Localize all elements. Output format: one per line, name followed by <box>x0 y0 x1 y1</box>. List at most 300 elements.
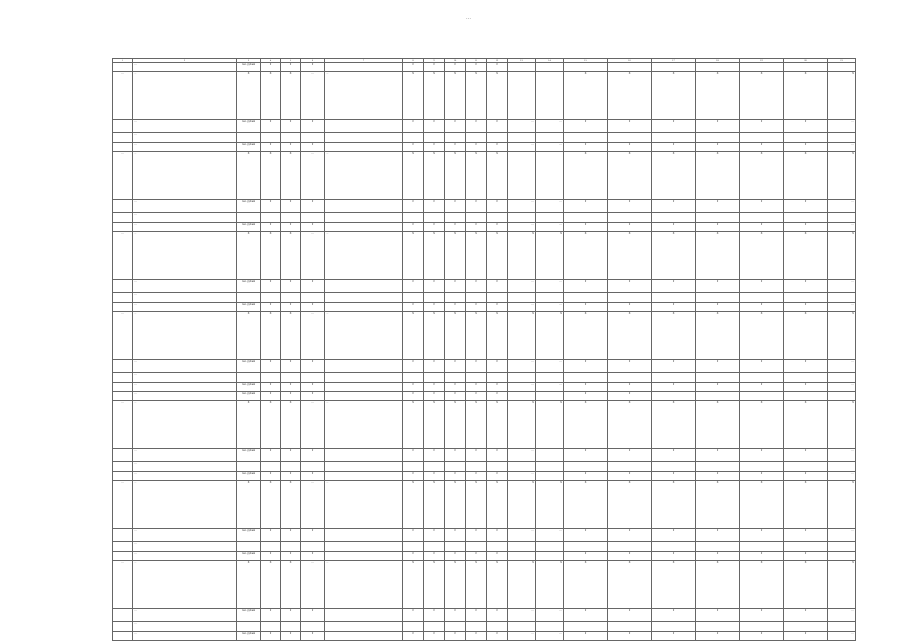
table-cell <box>325 143 403 152</box>
table-cell: 0 <box>487 280 508 293</box>
table-cell <box>325 542 403 552</box>
table-cell: 0 <box>424 280 445 293</box>
column-number: 3 <box>237 59 261 63</box>
table-cell: X <box>652 72 696 120</box>
table-cell: 0 <box>696 200 740 213</box>
table-cell <box>608 373 652 383</box>
table-cell: X <box>487 401 508 449</box>
table-cell <box>508 392 536 401</box>
table-cell <box>113 472 133 481</box>
table-cell: X <box>828 312 856 360</box>
table-cell: X <box>261 401 281 449</box>
table-cell: … <box>301 401 325 449</box>
table-cell: 0 <box>445 632 466 641</box>
table-cell <box>508 542 536 552</box>
table-cell: 0 <box>281 383 301 392</box>
table-cell <box>113 462 133 472</box>
table-cell: 0 <box>281 529 301 542</box>
table-cell: 0 <box>652 552 696 561</box>
table-cell: 0 <box>784 383 828 392</box>
table-cell <box>466 373 487 383</box>
table-cell: 0 <box>261 529 281 542</box>
table-cell: 0 <box>487 120 508 133</box>
table-cell: … <box>536 383 564 392</box>
table-cell <box>784 392 828 401</box>
table-cell <box>325 280 403 293</box>
table-cell: 0 <box>281 223 301 232</box>
table-cell <box>424 462 445 472</box>
table-cell: X <box>740 152 784 200</box>
table-cell <box>536 63 564 72</box>
table-cell <box>301 462 325 472</box>
table-cell: X <box>403 312 424 360</box>
table-cell: 0 <box>564 143 608 152</box>
table-cell: X <box>828 152 856 200</box>
table-cell <box>740 392 784 401</box>
table-cell <box>508 152 536 200</box>
table-cell <box>325 383 403 392</box>
table-cell: X <box>445 481 466 529</box>
table-cell: … <box>133 200 237 213</box>
table-row <box>113 542 856 552</box>
table-cell <box>564 133 608 143</box>
table-cell: X <box>466 312 487 360</box>
table-cell: … <box>133 152 237 200</box>
table-cell <box>487 133 508 143</box>
table-cell <box>536 293 564 303</box>
table-cell <box>261 542 281 552</box>
table-row <box>113 120 856 133</box>
table-cell: 0 <box>301 223 325 232</box>
table-cell <box>301 133 325 143</box>
table-cell: X <box>740 481 784 529</box>
table-cell: 0 <box>487 449 508 462</box>
table-cell: 0 <box>424 223 445 232</box>
table-cell: X <box>784 232 828 280</box>
table-cell: 0 <box>652 383 696 392</box>
table-cell: X <box>608 232 652 280</box>
column-number: 18 <box>696 59 740 63</box>
table-cell: X <box>564 401 608 449</box>
column-number: 15 <box>564 59 608 63</box>
table-cell: 0 <box>281 632 301 641</box>
table-cell <box>445 373 466 383</box>
table-cell: 0 <box>445 63 466 72</box>
table-cell: 0 <box>652 449 696 462</box>
table-cell: 0 <box>466 383 487 392</box>
table-cell: тыс. рублей <box>237 392 261 401</box>
table-cell: X <box>536 561 564 609</box>
table-cell: X <box>784 72 828 120</box>
table-cell <box>261 213 281 223</box>
table-cell: … <box>828 449 856 462</box>
table-cell: 0 <box>740 200 784 213</box>
table-cell: 0 <box>301 552 325 561</box>
table-cell: X <box>652 152 696 200</box>
table-cell: 0 <box>466 120 487 133</box>
table-cell: 0 <box>261 472 281 481</box>
table-cell: 0 <box>466 449 487 462</box>
table-cell: 0 <box>564 383 608 392</box>
table-cell: 0 <box>652 120 696 133</box>
table-cell <box>301 622 325 632</box>
table-row <box>113 622 856 632</box>
table-cell: X <box>608 481 652 529</box>
table-cell: тыс. рублей <box>237 383 261 392</box>
table-cell: X <box>608 401 652 449</box>
table-cell <box>237 622 261 632</box>
table-cell: X <box>608 152 652 200</box>
table-cell <box>113 223 133 232</box>
table-cell: 0 <box>487 472 508 481</box>
column-number: 17 <box>652 59 696 63</box>
table-cell: X <box>828 232 856 280</box>
table-cell: 0 <box>261 609 281 622</box>
table-cell <box>325 303 403 312</box>
table-cell: X <box>466 561 487 609</box>
table-cell <box>784 542 828 552</box>
table-cell: … <box>133 133 237 143</box>
table-cell <box>536 449 564 462</box>
table-cell <box>608 462 652 472</box>
table-cell: … <box>301 72 325 120</box>
table-cell <box>536 472 564 481</box>
table-cell <box>508 293 536 303</box>
table-cell: … <box>508 632 536 641</box>
table-cell: 0 <box>564 120 608 133</box>
table-cell: … <box>508 200 536 213</box>
table-cell: 0 <box>281 280 301 293</box>
table-cell: 0 <box>466 280 487 293</box>
table-cell <box>281 542 301 552</box>
table-cell: 0 <box>403 360 424 373</box>
table-cell <box>740 542 784 552</box>
table-cell <box>466 293 487 303</box>
table-cell: 0 <box>652 200 696 213</box>
table-cell: 0 <box>281 609 301 622</box>
table-cell <box>652 373 696 383</box>
table-row <box>113 462 856 472</box>
table-cell: тыс. рублей <box>237 609 261 622</box>
table-cell: X <box>696 481 740 529</box>
table-cell <box>652 293 696 303</box>
table-cell: … <box>536 609 564 622</box>
table-cell <box>784 213 828 223</box>
table-cell: 0 <box>403 529 424 542</box>
table-cell <box>466 213 487 223</box>
table-cell: X <box>466 152 487 200</box>
table-cell: … <box>133 303 237 312</box>
table-cell <box>261 293 281 303</box>
table-cell: … <box>508 383 536 392</box>
table-cell: 0 <box>281 449 301 462</box>
table-cell <box>466 133 487 143</box>
table-cell: 0 <box>740 120 784 133</box>
table-cell <box>281 373 301 383</box>
table-cell: X <box>281 401 301 449</box>
table-cell: 0 <box>740 223 784 232</box>
table-cell: 0 <box>424 303 445 312</box>
table-cell: 0 <box>261 200 281 213</box>
table-cell: 0 <box>696 383 740 392</box>
table-cell: 0 <box>608 529 652 542</box>
table-cell: тыс. рублей <box>237 280 261 293</box>
table-cell: X <box>487 312 508 360</box>
table-cell <box>281 133 301 143</box>
table-cell: 0 <box>487 552 508 561</box>
table-cell <box>113 133 133 143</box>
table-cell: X <box>740 72 784 120</box>
table-cell: X <box>508 561 536 609</box>
table-cell <box>740 63 784 72</box>
table-cell: X <box>281 72 301 120</box>
table-cell: X <box>536 312 564 360</box>
table-cell: 0 <box>652 360 696 373</box>
table-cell: X <box>466 72 487 120</box>
table-cell: … <box>133 312 237 360</box>
table-cell <box>696 213 740 223</box>
table-cell <box>113 373 133 383</box>
table-cell: X <box>696 72 740 120</box>
table-cell: 0 <box>487 143 508 152</box>
table-cell <box>828 462 856 472</box>
table-cell <box>325 223 403 232</box>
table-cell <box>325 63 403 72</box>
table-cell: X <box>466 401 487 449</box>
table-cell <box>325 200 403 213</box>
table-cell: 0 <box>281 143 301 152</box>
table-cell: 0 <box>487 383 508 392</box>
table-cell <box>301 542 325 552</box>
table-cell <box>403 133 424 143</box>
table-cell <box>325 632 403 641</box>
table-cell: X <box>403 72 424 120</box>
table-cell: … <box>508 360 536 373</box>
table-cell: … <box>301 152 325 200</box>
table-cell: … <box>325 561 403 609</box>
table-cell: 0 <box>608 552 652 561</box>
table-cell: X <box>424 72 445 120</box>
table-cell: 0 <box>696 472 740 481</box>
table-cell <box>508 462 536 472</box>
table-cell: 0 <box>608 449 652 462</box>
table-cell: 0 <box>784 472 828 481</box>
table-cell: X <box>237 401 261 449</box>
table-cell: X <box>564 152 608 200</box>
table-cell: … <box>301 561 325 609</box>
table-cell: X <box>536 232 564 280</box>
table-cell: … <box>325 152 403 200</box>
table-cell: X <box>564 481 608 529</box>
table-cell: … <box>113 72 133 120</box>
table-cell: X <box>237 312 261 360</box>
table-row <box>113 72 856 120</box>
table-cell: X <box>784 401 828 449</box>
table-cell: … <box>113 312 133 360</box>
table-cell: 0 <box>696 360 740 373</box>
table-cell <box>696 542 740 552</box>
table-cell: 0 <box>487 609 508 622</box>
table-cell: 0 <box>403 280 424 293</box>
table-cell <box>237 213 261 223</box>
table-cell: X <box>281 561 301 609</box>
table-cell: 0 <box>652 280 696 293</box>
table-cell: … <box>133 383 237 392</box>
table-cell: … <box>133 481 237 529</box>
table-row <box>113 401 856 449</box>
table-cell: X <box>652 401 696 449</box>
table-cell: 0 <box>424 200 445 213</box>
table-cell: … <box>536 120 564 133</box>
table-cell <box>325 120 403 133</box>
table-cell: X <box>696 312 740 360</box>
table-cell: X <box>784 152 828 200</box>
table-cell: 0 <box>696 609 740 622</box>
table-cell: X <box>740 232 784 280</box>
table-cell <box>564 462 608 472</box>
table-cell <box>301 213 325 223</box>
table-cell: X <box>608 312 652 360</box>
table-cell: 0 <box>261 303 281 312</box>
table-cell: 0 <box>466 472 487 481</box>
table-cell <box>113 293 133 303</box>
table-cell <box>325 449 403 462</box>
table-cell: … <box>325 312 403 360</box>
table-cell: X <box>652 481 696 529</box>
table-cell: 0 <box>466 63 487 72</box>
table-cell: X <box>403 401 424 449</box>
table-cell <box>536 133 564 143</box>
table-cell: 0 <box>466 360 487 373</box>
table-cell <box>424 213 445 223</box>
table-cell <box>281 213 301 223</box>
table-cell: 0 <box>652 632 696 641</box>
column-number: 13 <box>508 59 536 63</box>
table-cell: 0 <box>445 472 466 481</box>
table-cell: 0 <box>487 223 508 232</box>
table-cell: 0 <box>784 529 828 542</box>
table-cell: 0 <box>608 609 652 622</box>
table-cell: 0 <box>608 360 652 373</box>
table-cell <box>113 360 133 373</box>
table-cell <box>784 293 828 303</box>
table-row <box>113 472 856 481</box>
table-cell: X <box>261 72 281 120</box>
table-cell <box>652 213 696 223</box>
table-cell: 0 <box>424 472 445 481</box>
table-cell <box>301 293 325 303</box>
table-cell: … <box>325 481 403 529</box>
table-cell <box>608 133 652 143</box>
table-cell <box>508 552 536 561</box>
table-cell: 0 <box>301 632 325 641</box>
table-cell <box>237 373 261 383</box>
table-cell: 0 <box>403 120 424 133</box>
table-cell: … <box>113 561 133 609</box>
table-cell: X <box>487 232 508 280</box>
table-cell: 0 <box>608 143 652 152</box>
table-cell <box>652 392 696 401</box>
table-cell: 0 <box>445 383 466 392</box>
table-cell: 0 <box>445 200 466 213</box>
table-cell: 0 <box>652 303 696 312</box>
table-cell: … <box>133 232 237 280</box>
table-cell <box>487 542 508 552</box>
table-cell: 0 <box>281 120 301 133</box>
table-cell: X <box>828 561 856 609</box>
table-cell: X <box>652 232 696 280</box>
table-row <box>113 133 856 143</box>
table-cell: X <box>652 561 696 609</box>
table-cell: 0 <box>740 472 784 481</box>
table-cell: 0 <box>564 392 608 401</box>
table-cell <box>740 293 784 303</box>
table-cell <box>113 200 133 213</box>
table-cell <box>740 213 784 223</box>
table-cell: … <box>508 472 536 481</box>
table-cell <box>113 383 133 392</box>
table-cell: 0 <box>301 383 325 392</box>
table-cell: X <box>445 401 466 449</box>
table-cell: 0 <box>466 552 487 561</box>
table-row <box>113 552 856 561</box>
table-cell: … <box>113 232 133 280</box>
table-cell: тыс. рублей <box>237 143 261 152</box>
table-cell: 0 <box>740 143 784 152</box>
table-cell: 0 <box>564 472 608 481</box>
table-cell <box>237 133 261 143</box>
table-cell: 0 <box>652 223 696 232</box>
table-cell: X <box>261 232 281 280</box>
table-cell: X <box>424 232 445 280</box>
table-cell <box>113 143 133 152</box>
table-cell: X <box>281 232 301 280</box>
table-cell <box>508 72 536 120</box>
table-cell: X <box>424 561 445 609</box>
table-cell: … <box>133 143 237 152</box>
table-cell: 0 <box>784 303 828 312</box>
table-cell <box>828 392 856 401</box>
table-cell <box>828 213 856 223</box>
table-cell: X <box>784 561 828 609</box>
table-cell: 0 <box>564 609 608 622</box>
table-cell <box>784 622 828 632</box>
table-cell: 0 <box>466 392 487 401</box>
table-cell <box>828 542 856 552</box>
table-cell: 0 <box>445 392 466 401</box>
table-cell: … <box>536 280 564 293</box>
table-cell <box>696 462 740 472</box>
table-cell <box>828 622 856 632</box>
table-cell <box>466 462 487 472</box>
table-cell: 0 <box>740 383 784 392</box>
table-cell: 0 <box>466 200 487 213</box>
table-cell <box>696 373 740 383</box>
table-cell: X <box>564 312 608 360</box>
table-cell: … <box>113 401 133 449</box>
table-cell <box>508 622 536 632</box>
table-cell <box>564 293 608 303</box>
table-cell <box>564 373 608 383</box>
table-cell <box>325 213 403 223</box>
table-cell: X <box>508 401 536 449</box>
table-cell <box>696 293 740 303</box>
table-cell: тыс. рублей <box>237 223 261 232</box>
table-cell: … <box>133 280 237 293</box>
table-cell: … <box>325 401 403 449</box>
table-cell: 0 <box>564 360 608 373</box>
table-cell: … <box>828 200 856 213</box>
